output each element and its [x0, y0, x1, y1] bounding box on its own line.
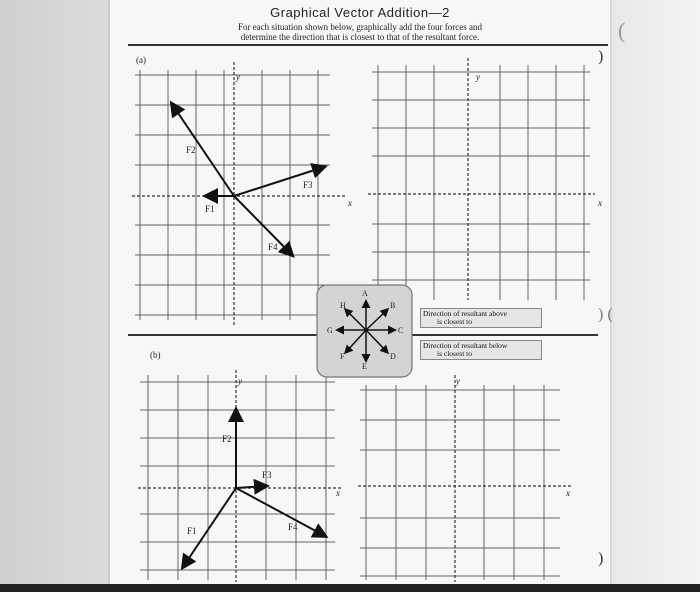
label-f2-b: F2	[222, 434, 232, 444]
label-f2-a: F2	[186, 145, 196, 155]
part-a-answer-x-axis-label: x	[598, 198, 602, 208]
handwritten-close-paren-bottom: )	[598, 550, 604, 567]
answer-below-line-1: Direction of resultant below	[423, 341, 508, 350]
instructions-line-2: determine the direction that is closest to that of the resultant force.	[240, 32, 480, 42]
answer-above-line-2: is closest to	[437, 317, 472, 326]
vector-f3-b	[236, 486, 266, 488]
answer-box-above[interactable]	[420, 308, 542, 328]
compass-letter-b: B	[390, 301, 396, 310]
answer-box-below[interactable]	[420, 340, 542, 360]
part-a-label: (a)	[136, 55, 146, 65]
label-f3-a: F3	[303, 180, 313, 190]
worksheet-title: Graphical Vector Addition—2	[270, 5, 450, 20]
vector-f2-a	[172, 104, 234, 196]
vector-f4-b	[236, 488, 325, 536]
label-f1-a: F1	[205, 204, 215, 214]
part-b-x-axis-label: x	[336, 488, 340, 498]
answer-above-line-1: Direction of resultant above	[423, 309, 507, 318]
vectors-part-a	[172, 104, 324, 255]
label-f3-b: F3	[262, 470, 272, 480]
part-b-answer-x-axis-label: x	[566, 488, 570, 498]
axes-part-a-answer	[368, 58, 595, 300]
axes-part-b	[138, 370, 342, 582]
compass-letter-a: A	[362, 289, 368, 298]
compass-letter-d: D	[390, 352, 396, 361]
axes-part-b-answer	[358, 375, 572, 582]
part-b-answer-y-axis-label: y	[456, 376, 460, 386]
part-a-y-axis-label: y	[236, 72, 240, 82]
handwritten-close-paren: )	[598, 48, 604, 65]
grid-part-b	[140, 375, 335, 580]
compass-letter-f: F	[340, 352, 345, 361]
grid-part-a-answer	[372, 65, 590, 300]
instructions-line-1: For each situation shown below, graphically add the four forces and	[237, 22, 483, 32]
handwritten-paren-pair: ) (	[598, 306, 613, 323]
part-a-answer-y-axis-label: y	[476, 72, 480, 82]
answer-below-line-2: is closest to	[437, 349, 472, 358]
part-a-x-axis-label: x	[348, 198, 352, 208]
handwritten-open-paren: (	[618, 18, 626, 43]
grid-part-b-answer	[360, 385, 560, 580]
label-f4-b: F4	[288, 522, 298, 532]
part-b-y-axis-label: y	[238, 376, 242, 386]
compass-letter-g: G	[327, 326, 333, 335]
compass-letter-c: C	[398, 326, 404, 335]
label-f1-b: F1	[187, 526, 197, 536]
compass-letter-h: H	[340, 301, 346, 310]
label-f4-a: F4	[268, 242, 278, 252]
compass-letter-e: E	[362, 362, 367, 371]
part-b-label: (b)	[150, 350, 161, 360]
